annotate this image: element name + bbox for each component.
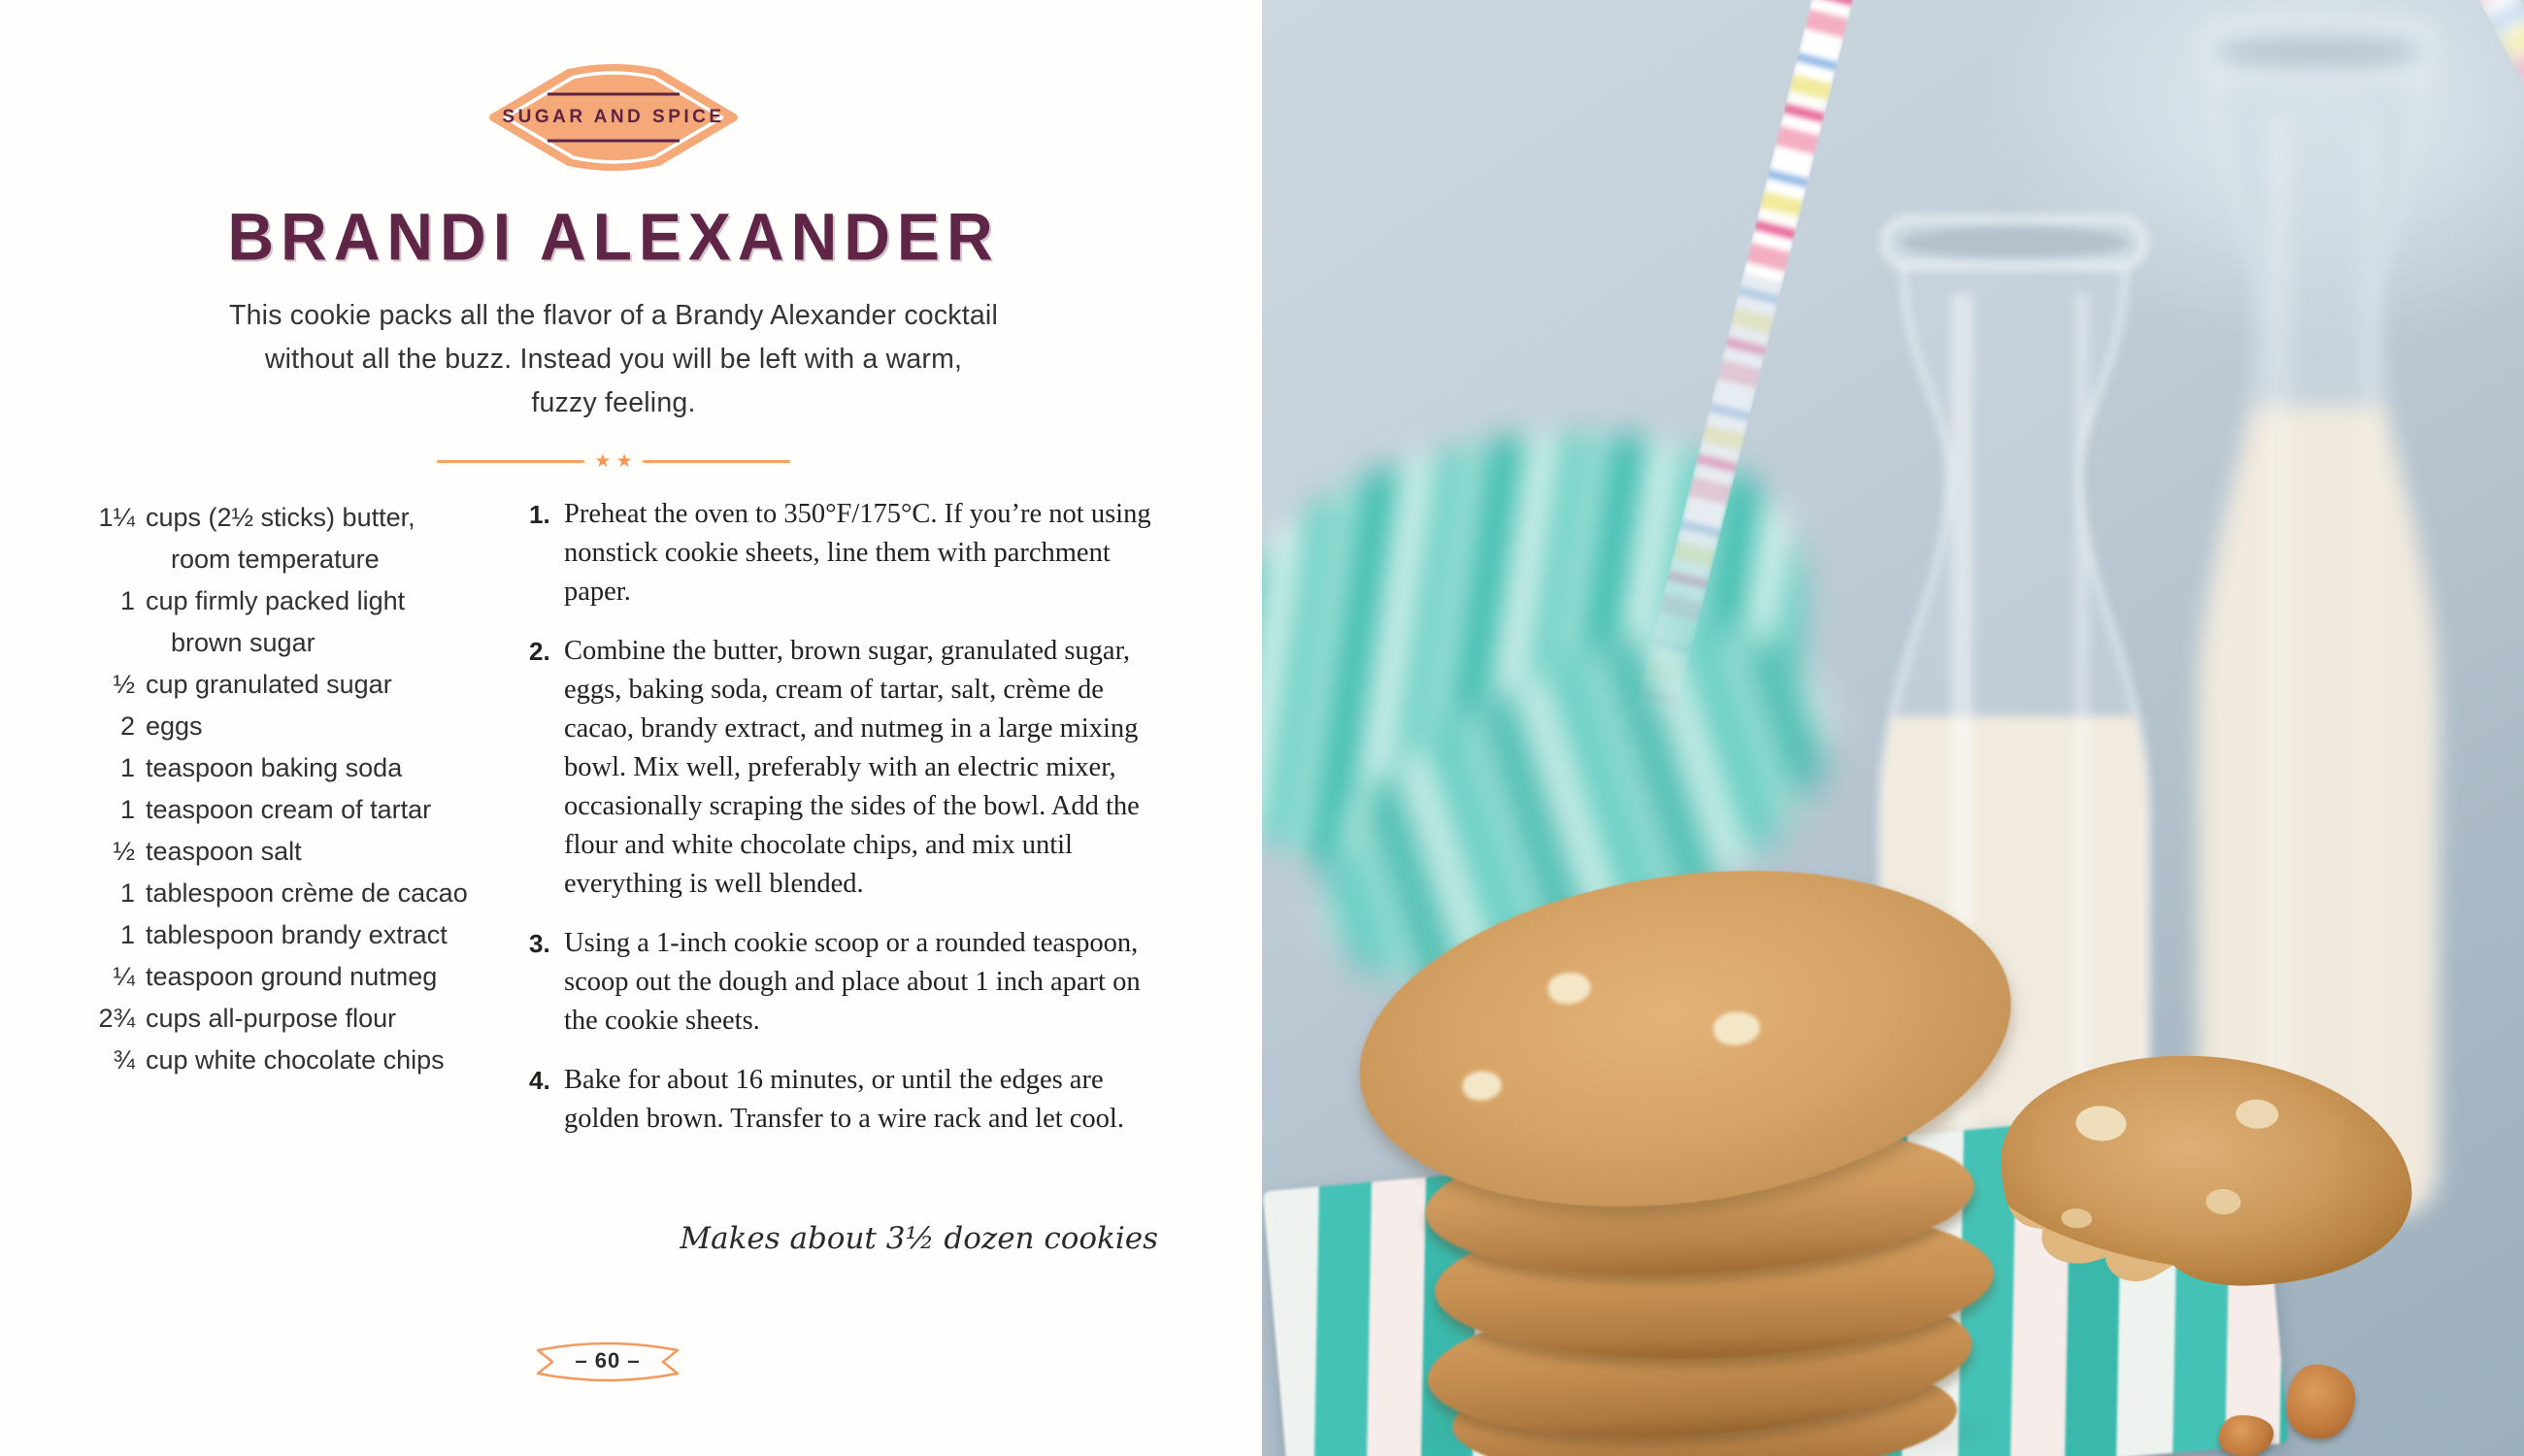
white-chocolate-chip bbox=[1711, 1009, 1762, 1047]
ingredient-row bbox=[82, 873, 480, 914]
ingredient-text: teaspoon salt bbox=[146, 837, 302, 866]
ingredient-row bbox=[82, 747, 480, 789]
ingredients-list bbox=[82, 497, 480, 1081]
white-chocolate-chip bbox=[1461, 1069, 1504, 1103]
ingredient-text: cup firmly packed light brown sugar bbox=[146, 586, 406, 657]
step-number: 2. bbox=[529, 637, 550, 666]
step-number: 4. bbox=[529, 1066, 550, 1095]
divider-line bbox=[643, 460, 790, 463]
cookie-crumb bbox=[2219, 1415, 2274, 1456]
instructions-list bbox=[529, 495, 1165, 1159]
ingredient-qty: 1 bbox=[119, 795, 135, 824]
ingredient-row bbox=[82, 998, 480, 1040]
ingredient-qty: ½ bbox=[113, 837, 135, 866]
white-chocolate-chip bbox=[1546, 970, 1593, 1007]
ingredient-text: teaspoon cream of tartar bbox=[146, 795, 432, 824]
yield-note: Makes about 3½ dozen cookies bbox=[680, 1221, 1158, 1256]
instruction-step bbox=[529, 1061, 1165, 1139]
instruction-step bbox=[529, 632, 1165, 904]
step-number: 3. bbox=[529, 929, 550, 958]
step-text: Bake for about 16 minutes, or until the edges are golden brown. Transfer to a wire rack and let cool. bbox=[564, 1065, 1124, 1134]
ingredient-qty: ½ bbox=[113, 670, 135, 699]
instruction-step bbox=[529, 924, 1165, 1041]
description-line: This cookie packs all the flavor of a Brandy Alexander cocktail bbox=[229, 300, 998, 331]
star-icon: ★ ★ bbox=[594, 451, 633, 472]
ingredient-qty: ¼ bbox=[113, 962, 135, 991]
ingredient-row bbox=[82, 580, 480, 664]
page-number-ribbon bbox=[534, 1336, 681, 1386]
instruction-step bbox=[529, 495, 1165, 612]
food-photo bbox=[1262, 0, 2524, 1456]
ingredient-text: teaspoon ground nutmeg bbox=[146, 962, 438, 991]
chapter-badge bbox=[487, 54, 740, 181]
ingredient-row bbox=[82, 706, 480, 747]
bitten-cookie bbox=[1927, 1022, 2445, 1316]
page-title: BRANDI ALEXANDER bbox=[227, 199, 1000, 274]
description-line: fuzzy feeling. bbox=[531, 387, 696, 418]
ingredient-row bbox=[82, 789, 480, 831]
ingredient-qty: 1 bbox=[119, 753, 135, 782]
step-text: Preheat the oven to 350°F/175°C. If you’re not using nonstick cookie sheets, line them with parchment paper. bbox=[564, 499, 1151, 607]
chapter-badge-label: SUGAR AND SPICE bbox=[502, 107, 725, 127]
ingredient-row bbox=[82, 497, 480, 580]
ingredient-qty: ¾ bbox=[113, 1045, 135, 1075]
ingredient-row bbox=[82, 956, 480, 998]
cookie-crumb bbox=[2287, 1365, 2355, 1439]
divider-line bbox=[437, 460, 584, 463]
ingredient-qty: 1¼ bbox=[98, 503, 135, 532]
ingredient-text: cup granulated sugar bbox=[146, 670, 392, 699]
recipe-description bbox=[128, 294, 1099, 425]
ingredient-qty: 2 bbox=[119, 711, 135, 741]
ingredient-qty: 1 bbox=[119, 878, 135, 908]
ingredient-row bbox=[82, 1040, 480, 1081]
ingredient-text: tablespoon brandy extract bbox=[146, 920, 448, 949]
step-text: Using a 1-inch cookie scoop or a rounded teaspoon, scoop out the dough and place about 1 inch apart on the cookie sheets. bbox=[564, 928, 1141, 1036]
page-number: – 60 – bbox=[575, 1348, 641, 1373]
ingredient-text: cups (2½ sticks) butter, room temperature bbox=[146, 503, 415, 574]
step-number: 1. bbox=[529, 500, 550, 529]
ingredient-row bbox=[82, 664, 480, 706]
ingredient-text: teaspoon baking soda bbox=[146, 753, 403, 782]
star-divider bbox=[0, 452, 1227, 471]
ingredient-row bbox=[82, 831, 480, 873]
step-text: Combine the butter, brown sugar, granulated sugar, eggs, baking soda, cream of tartar, salt, crème de cacao, brandy extract, and nutmeg in a large mixing bowl. Mix well, preferably with an electric mixer, occasionally scraping the sides of the bowl. Add the flour and white chocolate chips, and mix until everything is well blended. bbox=[564, 636, 1140, 899]
ingredient-text: cup white chocolate chips bbox=[146, 1045, 445, 1075]
ingredient-qty: 1 bbox=[119, 920, 135, 949]
ingredient-text: cups all-purpose flour bbox=[146, 1004, 397, 1033]
ingredient-row bbox=[82, 914, 480, 956]
ingredient-text: eggs bbox=[146, 711, 203, 741]
ingredient-qty: 1 bbox=[119, 586, 135, 615]
ingredient-text: tablespoon crème de cacao bbox=[146, 878, 468, 908]
ingredient-qty: 2¾ bbox=[98, 1004, 135, 1033]
bitten-cookie-icon bbox=[1927, 1022, 2445, 1316]
description-line: without all the buzz. Instead you will be left with a warm, bbox=[264, 344, 963, 375]
